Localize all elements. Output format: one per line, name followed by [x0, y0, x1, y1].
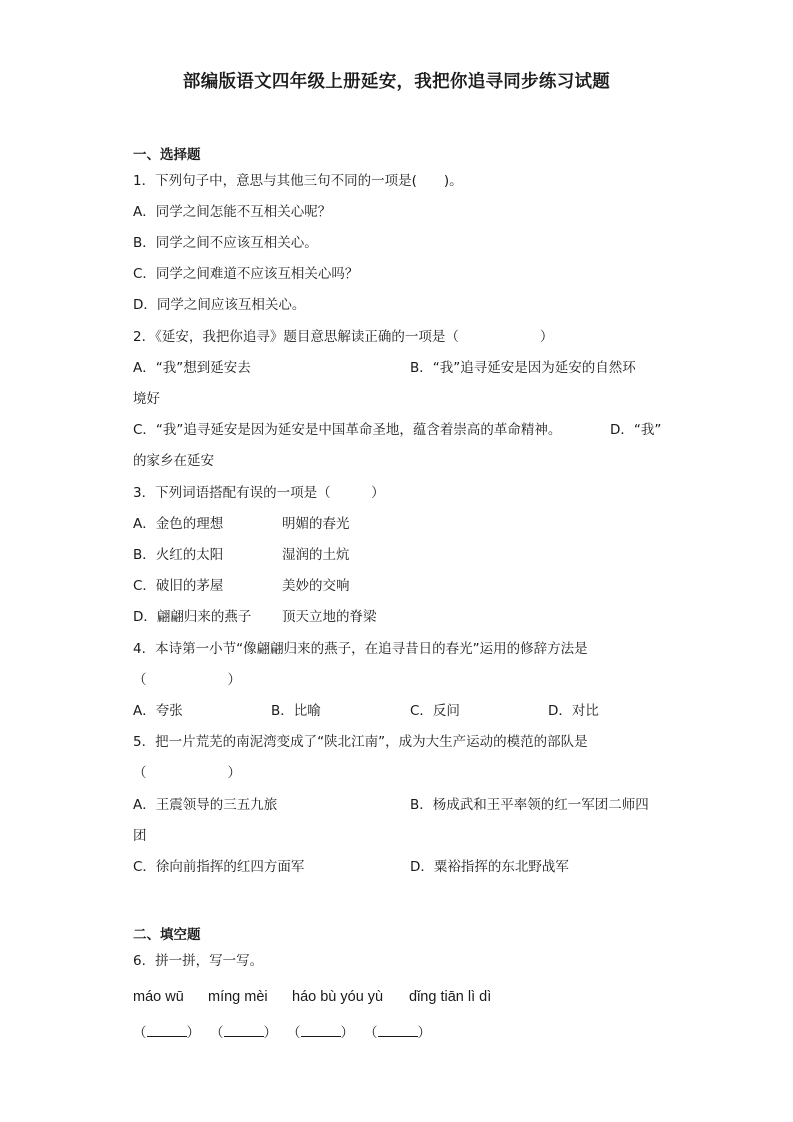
q6-pinyin-2: míng mèi [208, 989, 268, 1005]
q2-option-d: D．“我” [610, 422, 662, 438]
paren-close: ） [263, 1025, 277, 1041]
q4-option-a: A．夸张 [133, 703, 183, 719]
q5-option-b: B．杨成武和王平率领的红一军团二师四 [410, 797, 649, 813]
blank-line [224, 1022, 264, 1037]
q4-option-b: B．比喻 [271, 703, 321, 719]
q6-answer-blank-3[interactable] [287, 1022, 354, 1043]
blank-line [378, 1022, 418, 1037]
section-heading-choice: 一、选择题 [133, 147, 201, 163]
q3-option-b-word2: 湿润的土炕 [282, 547, 350, 563]
paren-close: ） [417, 1025, 431, 1041]
q5-option-d: D．粟裕指挥的东北野战军 [410, 859, 569, 875]
q1-option-c: C．同学之间难道不应该互相关心吗？ [133, 266, 359, 282]
q6-answer-blank-4[interactable] [364, 1022, 431, 1043]
q3-option-c-word2: 美妙的交响 [282, 578, 350, 594]
page-title: 部编版语文四年级上册延安，我把你追寻同步练习试题 [182, 72, 611, 92]
paren-open: （ [133, 1025, 147, 1041]
q6-stem: 6．拼一拼，写一写。 [133, 953, 264, 969]
q2-option-b: B．“我”追寻延安是因为延安的自然环 [410, 360, 636, 376]
blank-line [147, 1022, 187, 1037]
q3-option-c-word1: C．破旧的茅屋 [133, 578, 224, 594]
q6-pinyin-3: háo bù yóu yù [292, 989, 384, 1005]
q5-stem-continued: （ ） [133, 765, 241, 781]
q3-option-d-word2: 顶天立地的脊梁 [282, 609, 377, 625]
q3-option-d-word1: D．翩翩归来的燕子 [133, 609, 252, 625]
q5-stem: 5．把一片荒芜的南泥湾变成了“陕北江南”，成为大生产运动的模范的部队是 [133, 734, 588, 750]
q4-option-d: D．对比 [548, 703, 599, 719]
blank-line [301, 1022, 341, 1037]
paren-open: （ [364, 1025, 378, 1041]
q2-option-c: C．“我”追寻延安是因为延安是中国革命圣地，蕴含着崇高的革命精神。 [133, 422, 562, 438]
q3-option-b-word1: B．火红的太阳 [133, 547, 224, 563]
q6-pinyin-1: máo wū [133, 989, 184, 1005]
q3-option-a-word2: 明媚的春光 [282, 516, 350, 532]
q1-option-a: A．同学之间怎能不互相关心呢？ [133, 204, 332, 220]
q6-answer-blank-1[interactable] [133, 1022, 200, 1043]
q3-stem: 3．下列词语搭配有误的一项是（ ） [133, 485, 385, 501]
paren-close: ） [186, 1025, 200, 1041]
q4-stem: 4．本诗第一小节“像翩翩归来的燕子，在追寻昔日的春光”运用的修辞方法是 [133, 641, 588, 657]
q1-option-b: B．同学之间不应该互相关心。 [133, 235, 318, 251]
q1-option-d: D．同学之间应该互相关心。 [133, 297, 306, 313]
q2-stem: 2．《延安，我把你追寻》题目意思解读正确的一项是（ ） [133, 329, 554, 345]
q5-option-b-continued: 团 [133, 828, 147, 844]
q2-option-d-continued: 的家乡在延安 [133, 453, 214, 469]
q1-stem: 1．下列句子中，意思与其他三句不同的一项是( )。 [133, 173, 463, 189]
q2-option-a: A．“我”想到延安去 [133, 360, 251, 376]
q3-option-a-word1: A．金色的理想 [133, 516, 224, 532]
q5-option-c: C．徐向前指挥的红四方面军 [133, 859, 305, 875]
section-heading-fill: 二、填空题 [133, 927, 201, 943]
paren-close: ） [340, 1025, 354, 1041]
q5-option-a: A．王震领导的三五九旅 [133, 797, 278, 813]
q4-stem-continued: （ ） [133, 672, 241, 688]
q6-pinyin-4: dǐng tiān lì dì [409, 989, 492, 1005]
paren-open: （ [210, 1025, 224, 1041]
paren-open: （ [287, 1025, 301, 1041]
q6-answer-blank-2[interactable] [210, 1022, 277, 1043]
q4-option-c: C．反问 [410, 703, 460, 719]
q2-option-b-continued: 境好 [133, 391, 160, 407]
